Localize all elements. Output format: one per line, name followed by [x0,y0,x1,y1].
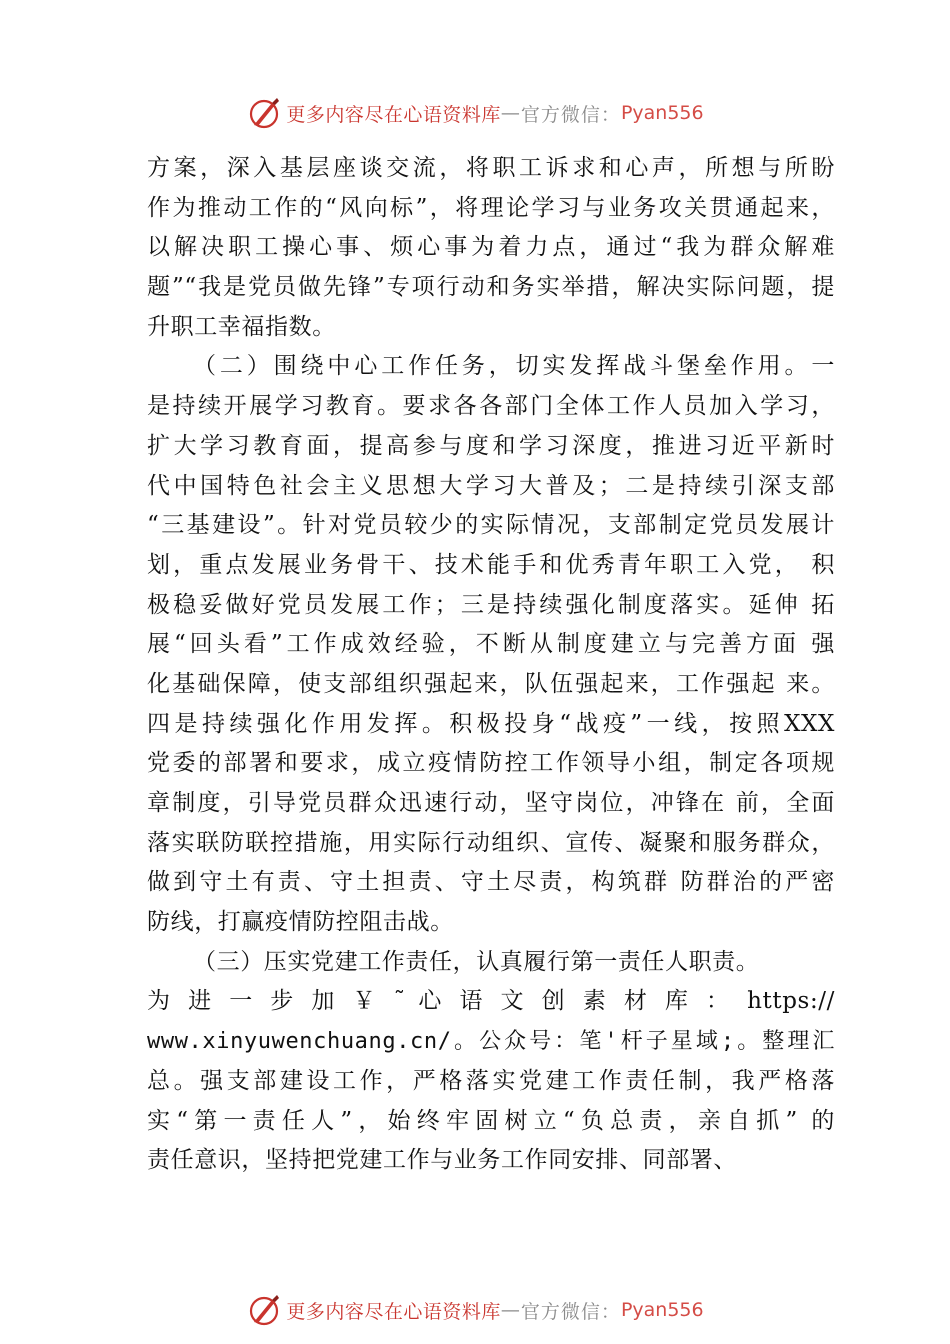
text-line: 是持续开展学习教育。要求各各部门全体工作人员加入学习， [147,393,835,420]
text-line: 作为推动工作的“风向标”，将理论学习与业务攻关贯通起来， [147,194,835,221]
text-line: 总。强支部建设工作，严格落实党建工作责任制，我严格落 [147,1067,835,1094]
text-line: 升职工幸福指数。 [147,313,336,340]
text-line: 做到守土有责、守土担责、守土尽责，构筑群 防群治的严密 [147,869,835,896]
header-title: 更多内容尽在心语资料库 [286,103,501,126]
footer-banner [0,1290,950,1330]
text-line: 极稳妥做好党员发展工作；三是持续强化制度落实。延伸 拓 [147,591,835,618]
header-wechat-id: Pyan556 [620,102,704,124]
header-banner [0,93,950,133]
header-separator: — [500,102,521,124]
text-line: 责任意识，坚持把党建工作与业务工作同安排、同部署、 [147,1147,737,1174]
text-line: 方案，深入基层座谈交流，将职工诉求和心声，所想与所盼 [147,155,835,181]
text-line: 展“回头看”工作成效经验，不断从制度建立与完善方面 强 [147,631,835,658]
footer-wechat-id: Pyan556 [620,1299,704,1321]
text-line: 实“第一责任人”，始终牢固树立“负总责，亲自抓” 的 [147,1107,835,1134]
text-line: “三基建设”。针对党员较少的实际情况，支部制定党员发展计 [147,512,835,539]
text-line: 扩大学习教育面，提高参与度和学习深度，推进习近平新时 [147,432,835,459]
document-body [147,149,835,1181]
brush-logo-icon [246,95,282,131]
text-line: 党委的部署和要求，成立疫情防控工作领导小组，制定各项规 [147,750,835,777]
brush-logo-icon [246,1292,282,1328]
footer-separator: — [500,1299,521,1321]
text-line: 章制度，引导党员群众迅速行动，坚守岗位，冲锋在 前，全面 [147,790,835,816]
text-line: 代中国特色社会主义思想大学习大普及；二是持续引深支部 [147,472,835,499]
section-heading: （二）围绕中心工作任务，切实发挥战斗堡垒作用。一 [193,353,835,380]
text-line: www.xinyuwenchuang.cn/。公众号：笔'杆子星域;。整理汇 [147,1029,835,1055]
text-line: 题”“我是党员做先锋”专项行动和务实举措，解决实际问题，提 [147,274,835,301]
header-wechat-label: 官方微信： [520,103,621,126]
text-line: 防线，打赢疫情防控阻击战。 [147,909,454,936]
text-line: 化基础保障，使支部组织强起来，队伍强起来，工作强起 来。 [147,670,835,697]
footer-title: 更多内容尽在心语资料库 [286,1300,501,1323]
text-line: 为 进 一 步 加 ￥ ˜ 心 语 文 创 素 材 库 ： https:// [147,988,835,1015]
text-line: 四是持续强化作用发挥。积极投身“战疫”一线，按照XXX [147,710,835,737]
text-line: 划，重点发展业务骨干、技术能手和优秀青年职工入党， 积 [147,551,835,578]
section-heading: （三）压实党建工作责任，认真履行第一责任人职责。 [193,948,760,975]
text-line: 以解决职工操心事、烦心事为着力点，通过“我为群众解难 [147,234,835,261]
footer-wechat-label: 官方微信： [520,1300,621,1323]
text-line: 落实联防联控措施，用实际行动组织、宣传、凝聚和服务群众， [147,829,835,856]
